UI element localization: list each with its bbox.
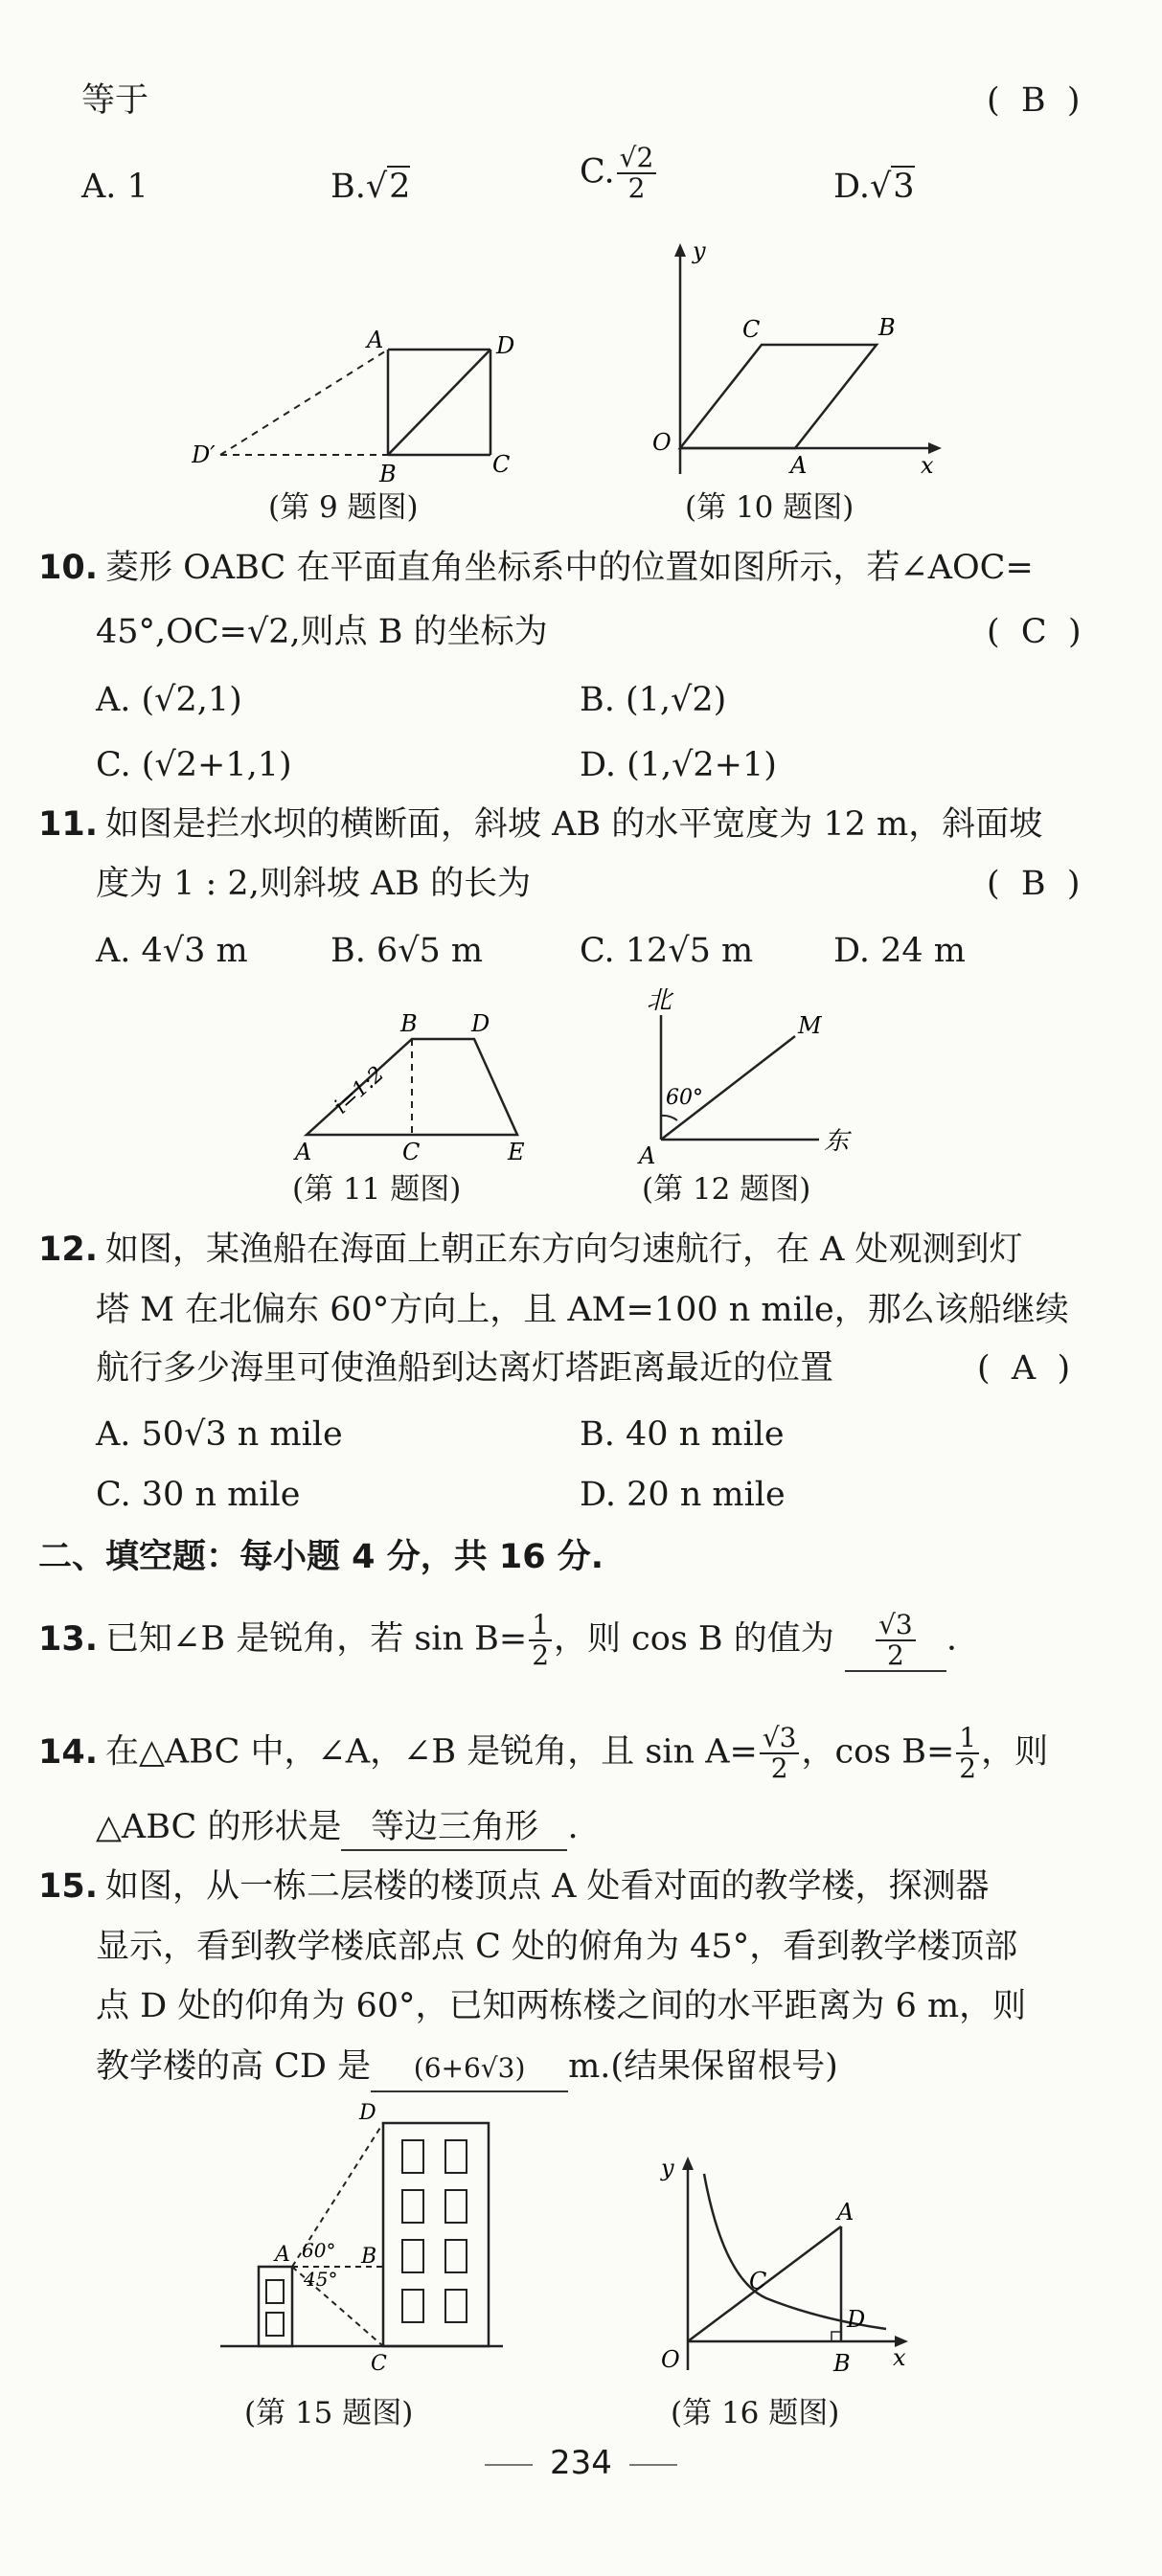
fig10-label-y: y xyxy=(693,239,706,264)
q12-option-a: A. 50√3 n mile xyxy=(96,1415,343,1454)
fig10-y-arrow xyxy=(674,243,686,257)
fig16-label-a: A xyxy=(837,2199,854,2226)
fig10-label-c: C xyxy=(742,316,761,343)
fig15-label-45: 45° xyxy=(304,2268,338,2291)
q11-option-a: A. 4√3 m xyxy=(96,932,248,970)
q12-figure-caption: (第 12 题图) xyxy=(642,1172,811,1207)
fig16-label-y: y xyxy=(661,2155,674,2181)
q15-line3: 点 D 处的仰角为 60°，已知两栋楼之间的水平距离为 6 m，则 xyxy=(96,1987,1027,2025)
q14-line1: 14. 在△ABC 中，∠A，∠B 是锐角，且 sin A= $\frac{√3}{2}$ ，cos B= $\frac{1}{2}$ ，则 xyxy=(38,1722,1049,1784)
fig15-label-a: A xyxy=(275,2243,290,2267)
q15-line1: 15. 如图，从一栋二层楼的楼顶点 A 处看对面的教学楼，探测器 xyxy=(38,1867,990,1906)
fig9-label-c: C xyxy=(492,451,511,478)
fig15-label-d: D xyxy=(359,2102,376,2125)
q14-line2: △ABC 的形状是 等边三角形 . xyxy=(96,1805,579,1851)
fig15-label-b: B xyxy=(361,2245,377,2269)
q12-line3: 航行多少海里可使渔船到达离灯塔距离最近的位置 xyxy=(96,1349,834,1388)
q16-figure-caption: (第 16 题图) xyxy=(671,2396,840,2430)
fig9-dashed-da xyxy=(220,350,388,455)
section-fill-in-blank: 二、填空题：每小题 4 分，共 16 分. xyxy=(38,1538,604,1576)
q10-line1: 10. 菱形 OABC 在平面直角坐标系中的位置如图所示，若∠AOC= xyxy=(38,549,1034,587)
q10-figure-caption: (第 10 题图) xyxy=(685,490,854,525)
q12-line2: 塔 M 在北偏东 60°方向上，且 AM=100 n mile，那么该船继续 xyxy=(96,1291,1069,1329)
fig16-label-b: B xyxy=(833,2350,851,2377)
q9-answer: ( B ) xyxy=(987,81,1081,120)
fig12-label-angle: 60° xyxy=(666,1086,703,1110)
figure-12 xyxy=(637,982,877,1168)
figure-9 xyxy=(192,321,517,484)
q15-figure-caption: (第 15 题图) xyxy=(244,2396,414,2430)
fig16-right-angle xyxy=(832,2332,841,2341)
q9-stem: 等于 xyxy=(81,81,149,120)
q13-line: 13. 已知∠B 是锐角，若 sin B= $\frac{1}{2}$ ，则 cos B 的值为 $\frac{√3}{2}$ . xyxy=(38,1609,958,1671)
fig10-label-a: A xyxy=(790,452,808,479)
q11-line1: 11. 如图是拦水坝的横断面，斜坡 AB 的水平宽度为 12 m，斜面坡 xyxy=(38,805,1043,844)
fig10-rhombus xyxy=(680,345,877,448)
q9-option-a: A. 1 xyxy=(81,168,148,206)
fig11-label-d: D xyxy=(471,1010,490,1037)
fig11-label-a: A xyxy=(295,1139,312,1165)
q9-option-c: C. $\frac{√2}{2}$ xyxy=(580,144,658,203)
fig11-label-slope: i=1:2 xyxy=(330,1062,390,1119)
fig12-label-a: A xyxy=(639,1142,656,1168)
q10-option-a: A. (√2,1) xyxy=(96,681,242,719)
fig9-label-d: D xyxy=(496,332,515,359)
fig16-label-o: O xyxy=(661,2346,680,2373)
q11-option-c: C. 12√5 m xyxy=(580,932,754,970)
fig15-window-r1c2 xyxy=(445,2140,467,2173)
fig15-window-r3c2 xyxy=(445,2240,467,2272)
q10-option-b: B. (1,√2) xyxy=(580,681,727,719)
figure-15 xyxy=(216,2102,522,2375)
q10-option-c: C. (√2+1,1) xyxy=(96,746,292,784)
fig12-angle-arc xyxy=(661,1116,677,1120)
q11-option-b: B. 6√5 m xyxy=(330,932,484,970)
fig9-label-a: A xyxy=(367,327,384,353)
fig11-label-e: E xyxy=(508,1139,525,1165)
fig16-label-x: x xyxy=(893,2344,906,2371)
fig15-window-r2c1 xyxy=(402,2190,423,2223)
q12-option-d: D. 20 n mile xyxy=(580,1476,786,1514)
fig15-window-r2c2 xyxy=(445,2190,467,2223)
fig16-label-d: D xyxy=(847,2306,866,2333)
q15-line4: 教学楼的高 CD 是 (6+6√3) m.(结果保留根号) xyxy=(96,2045,838,2092)
fig10-label-x: x xyxy=(921,452,934,479)
q11-line2: 度为 1 : 2,则斜坡 AB 的长为 xyxy=(96,865,532,903)
fig15-small-building xyxy=(259,2267,292,2346)
fig15-window-r4c2 xyxy=(445,2290,467,2322)
q10-answer: ( C ) xyxy=(987,613,1082,651)
fig11-label-c: C xyxy=(402,1139,421,1165)
q14-answer-blank: 等边三角形 xyxy=(341,1805,567,1851)
q9-figure-caption: (第 9 题图) xyxy=(268,490,419,525)
q15-answer-blank: (6+6√3) xyxy=(371,2046,568,2092)
q11-figure-caption: (第 11 题图) xyxy=(292,1172,462,1207)
fig9-diagonal xyxy=(388,350,490,455)
fig15-label-c: C xyxy=(371,2352,387,2375)
q11-option-d: D. 24 m xyxy=(833,932,966,970)
fig16-label-c: C xyxy=(749,2268,767,2294)
fig9-label-dprime: D′ xyxy=(192,441,216,468)
fig15-window-r3c1 xyxy=(402,2240,423,2272)
q15-line2: 显示，看到教学楼底部点 C 处的俯角为 45°，看到教学楼顶部 xyxy=(96,1928,1018,1966)
fig10-label-o: O xyxy=(652,429,672,456)
fig15-window-r1c1 xyxy=(402,2140,423,2173)
fig15-label-60: 60° xyxy=(302,2239,336,2262)
fig12-label-m: M xyxy=(798,1012,822,1039)
fig12-label-east: 东 xyxy=(824,1127,850,1156)
fig16-y-arrow xyxy=(682,2157,694,2170)
fig15-window-r4c1 xyxy=(402,2290,423,2322)
q11-answer: ( B ) xyxy=(987,865,1081,903)
fig10-label-b: B xyxy=(878,314,896,341)
figure-16 xyxy=(642,2155,929,2389)
q13-answer-blank: $\frac{√3}{2}$ xyxy=(845,1611,946,1672)
q12-option-b: B. 40 n mile xyxy=(580,1415,785,1454)
fig15-teaching-building xyxy=(383,2123,489,2346)
page-number: 234 xyxy=(0,2444,1162,2482)
fig15-small-window-1 xyxy=(266,2280,284,2303)
fig11-label-b: B xyxy=(400,1010,418,1037)
figure-10 xyxy=(637,239,953,479)
fig15-small-window-2 xyxy=(266,2313,284,2336)
q9-option-b: B.√2 xyxy=(330,168,411,206)
q12-answer: ( A ) xyxy=(977,1349,1071,1388)
q10-line2: 45°,OC=√2,则点 B 的坐标为 xyxy=(96,613,548,651)
fig9-label-b: B xyxy=(379,461,397,484)
q10-option-d: D. (1,√2+1) xyxy=(580,746,777,784)
figure-11 xyxy=(287,1001,556,1168)
fig12-label-north: 北 xyxy=(647,986,672,1015)
q9-option-d: D.√3 xyxy=(833,168,915,206)
q12-option-c: C. 30 n mile xyxy=(96,1476,301,1514)
q12-line1: 12. 如图，某渔船在海面上朝正东方向匀速航行，在 A 处观测到灯 xyxy=(38,1231,1023,1269)
